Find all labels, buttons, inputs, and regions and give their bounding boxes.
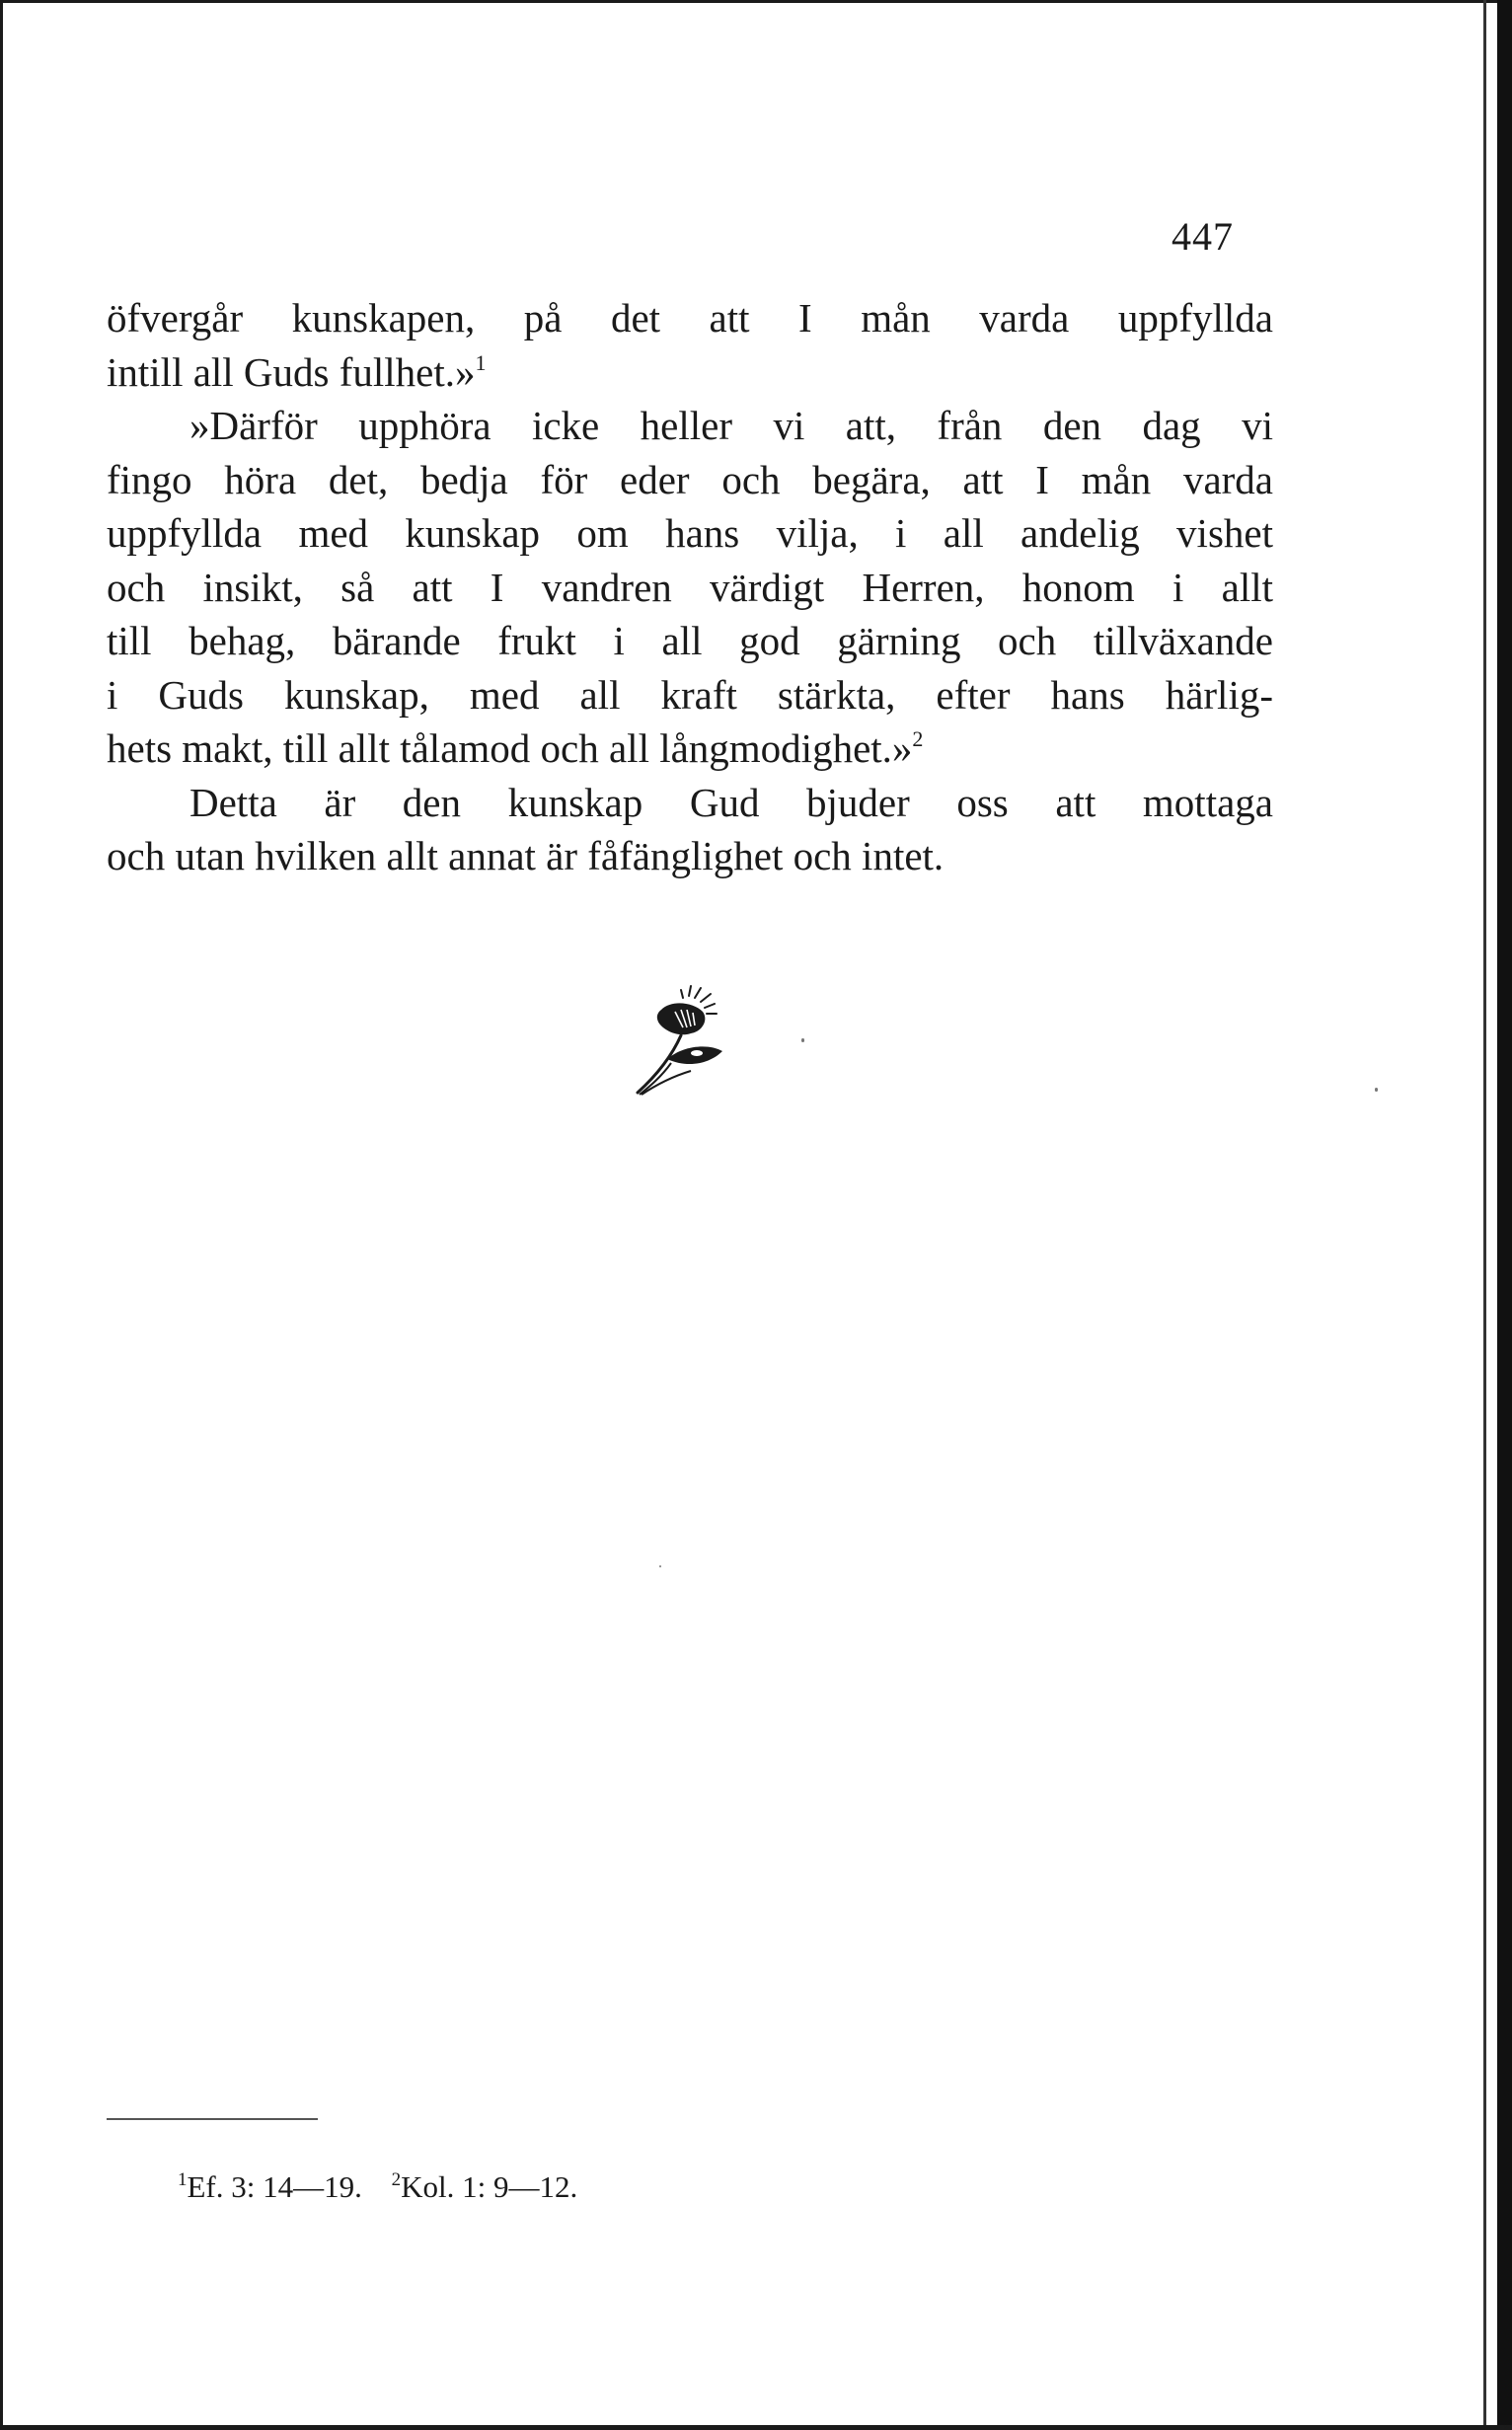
footnotes [178, 2167, 1066, 2207]
scan-border-left [0, 0, 3, 2430]
footnote-text: Ef. 3: 14—19. [187, 2169, 362, 2204]
text-line [107, 721, 1273, 776]
text-line-content: hets makt, till allt tålamod och all långmodighet.» [107, 725, 913, 771]
scan-speck [659, 1565, 661, 1567]
flower-ornament-icon [632, 982, 740, 1101]
scan-speck [1375, 1088, 1378, 1092]
scan-border-right [1497, 0, 1512, 2430]
scan-border-bottom [0, 2425, 1512, 2430]
footnote-1 [178, 2169, 362, 2204]
footnote-ref: 1 [475, 349, 487, 375]
text-line: i Guds kunskap, med all kraft stärkta, efter hans härlig- [107, 671, 1273, 718]
text-line: Detta är den kunskap Gud bjuder oss att mottaga [189, 779, 1273, 825]
page-number: 447 [1172, 214, 1234, 259]
text-line: fingo höra det, bedja för eder och begära, att I mån varda [107, 456, 1273, 502]
footnote-divider [107, 2118, 318, 2120]
scan-border-right-inner [1483, 0, 1486, 2430]
paragraph-2 [107, 399, 1273, 776]
text-line [107, 345, 1273, 400]
text-line-content: intill all Guds fullhet.» [107, 348, 476, 395]
paragraph-1 [107, 291, 1273, 399]
footnote-ref: 2 [912, 726, 924, 751]
scan-border-top [0, 0, 1512, 3]
text-line: och utan hvilken allt annat är fåfänglighet och intet. [107, 833, 945, 878]
footnote-2 [392, 2169, 578, 2204]
footnote-marker: 1 [178, 2169, 188, 2190]
paragraph-3 [107, 776, 1273, 883]
scan-speck [801, 1038, 804, 1042]
text-line: »Därför upphöra icke heller vi att, från den dag vi [189, 403, 1273, 448]
text-line: till behag, bärande frukt i all god gärning och tillväxande [107, 618, 1273, 663]
body-text [107, 291, 1273, 883]
text-line: och insikt, så att I vandren värdigt Herren, honom i allt [107, 564, 1273, 610]
text-line: öfvergår kunskapen, på det att I mån varda uppfyllda [107, 295, 1273, 341]
footnote-text: Kol. 1: 9—12. [401, 2169, 578, 2204]
footnote-marker: 2 [391, 2169, 402, 2190]
text-line: uppfyllda med kunskap om hans vilja, i all andelig vishet [107, 510, 1273, 556]
